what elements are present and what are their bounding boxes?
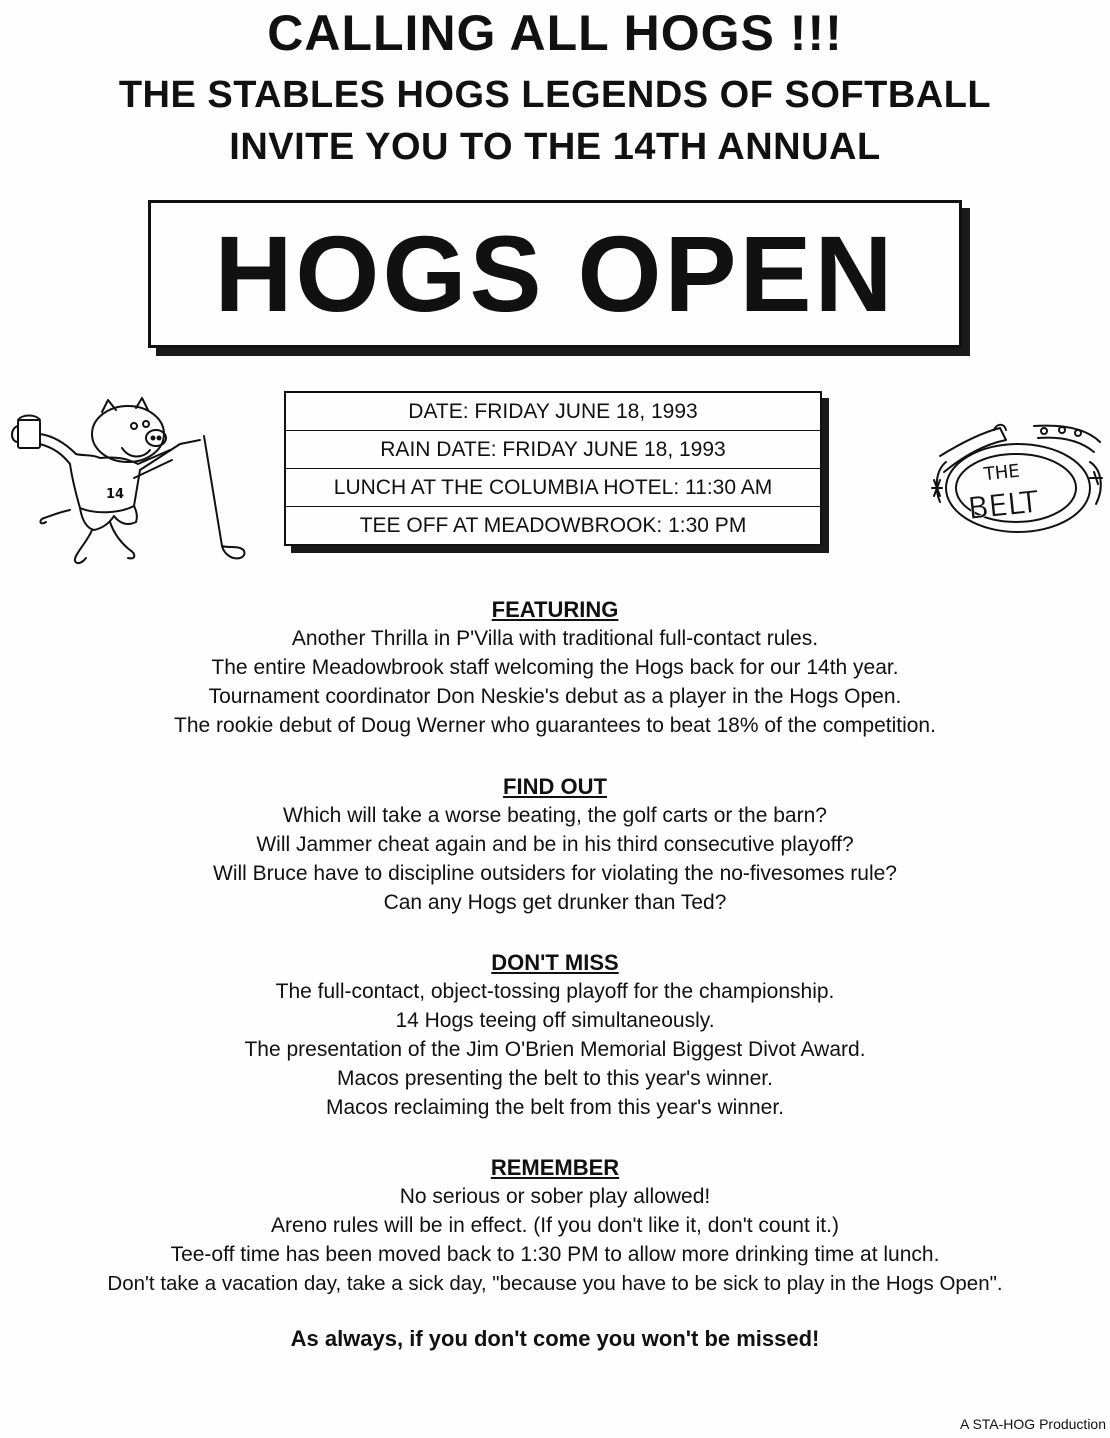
event-title: HOGS OPEN	[214, 213, 896, 334]
pig-shirt-number: 14	[106, 487, 125, 502]
section-line: The presentation of the Jim O'Brien Memorial Biggest Divot Award.	[244, 1038, 866, 1061]
belt-illustration	[926, 418, 1110, 536]
rain-date: RAIN DATE: FRIDAY JUNE 18, 1993	[286, 431, 820, 469]
section-line: Can any Hogs get drunker than Ted?	[383, 891, 727, 914]
section-line: Macos reclaiming the belt from this year's winner.	[325, 1096, 785, 1119]
subheadline-2: INVITE YOU TO THE 14TH ANNUAL	[229, 126, 881, 168]
section-dont-miss	[0, 948, 1110, 1122]
section-line: Tournament coordinator Don Neskie's debut as a player in the Hogs Open.	[208, 685, 902, 708]
section-line: Areno rules will be in effect. (If you don't like it, don't count it.)	[271, 1214, 839, 1237]
pig-golfer-illustration	[10, 398, 255, 583]
section-line: Another Thrilla in P'Villa with traditional full-contact rules.	[291, 627, 819, 650]
event-title-box	[148, 200, 962, 348]
section-heading: REMEMBER	[490, 1155, 620, 1180]
belt-label-main: BELT	[966, 484, 1041, 527]
section-line: Tee-off time has been moved back to 1:30 PM to allow more drinking time at lunch.	[170, 1243, 940, 1266]
section-line: Will Jammer cheat again and be in his third consecutive playoff?	[256, 833, 854, 856]
production-credit: A STA-HOG Production	[959, 1416, 1106, 1432]
section-line: Which will take a worse beating, the golf carts or the barn?	[283, 804, 827, 827]
closing-line: As always, if you don't come you won't be missed!	[290, 1326, 820, 1351]
section-line: The entire Meadowbrook staff welcoming the Hogs back for our 14th year.	[211, 656, 899, 679]
section-find-out	[0, 772, 1110, 917]
section-line: No serious or sober play allowed!	[399, 1185, 711, 1208]
section-line: Don't take a vacation day, take a sick day, "because you have to be sick to play in the Hogs Open".	[107, 1272, 1003, 1295]
section-remember	[0, 1153, 1110, 1298]
event-details-box	[284, 391, 822, 546]
section-line: The full-contact, object-tossing playoff for the championship.	[275, 980, 835, 1003]
section-line: Macos presenting the belt to this year's winner.	[337, 1067, 773, 1090]
section-heading: FIND OUT	[503, 774, 607, 799]
lunch-info: LUNCH AT THE COLUMBIA HOTEL: 11:30 AM	[286, 469, 820, 507]
section-line: Will Bruce have to discipline outsiders for violating the no-fivesomes rule?	[213, 862, 897, 885]
section-heading: DON'T MISS	[491, 950, 619, 975]
event-date: DATE: FRIDAY JUNE 18, 1993	[286, 393, 820, 431]
section-heading: FEATURING	[491, 597, 619, 622]
headline: CALLING ALL HOGS !!!	[267, 5, 843, 61]
section-line: 14 Hogs teeing off simultaneously.	[395, 1009, 715, 1032]
belt-label-top: THE	[982, 460, 1021, 486]
tee-off-info: TEE OFF AT MEADOWBROOK: 1:30 PM	[359, 513, 747, 537]
section-featuring	[0, 595, 1110, 740]
section-line: The rookie debut of Doug Werner who guarantees to beat 18% of the competition.	[174, 714, 936, 737]
subheadline-1: THE STABLES HOGS LEGENDS OF SOFTBALL	[118, 74, 992, 116]
